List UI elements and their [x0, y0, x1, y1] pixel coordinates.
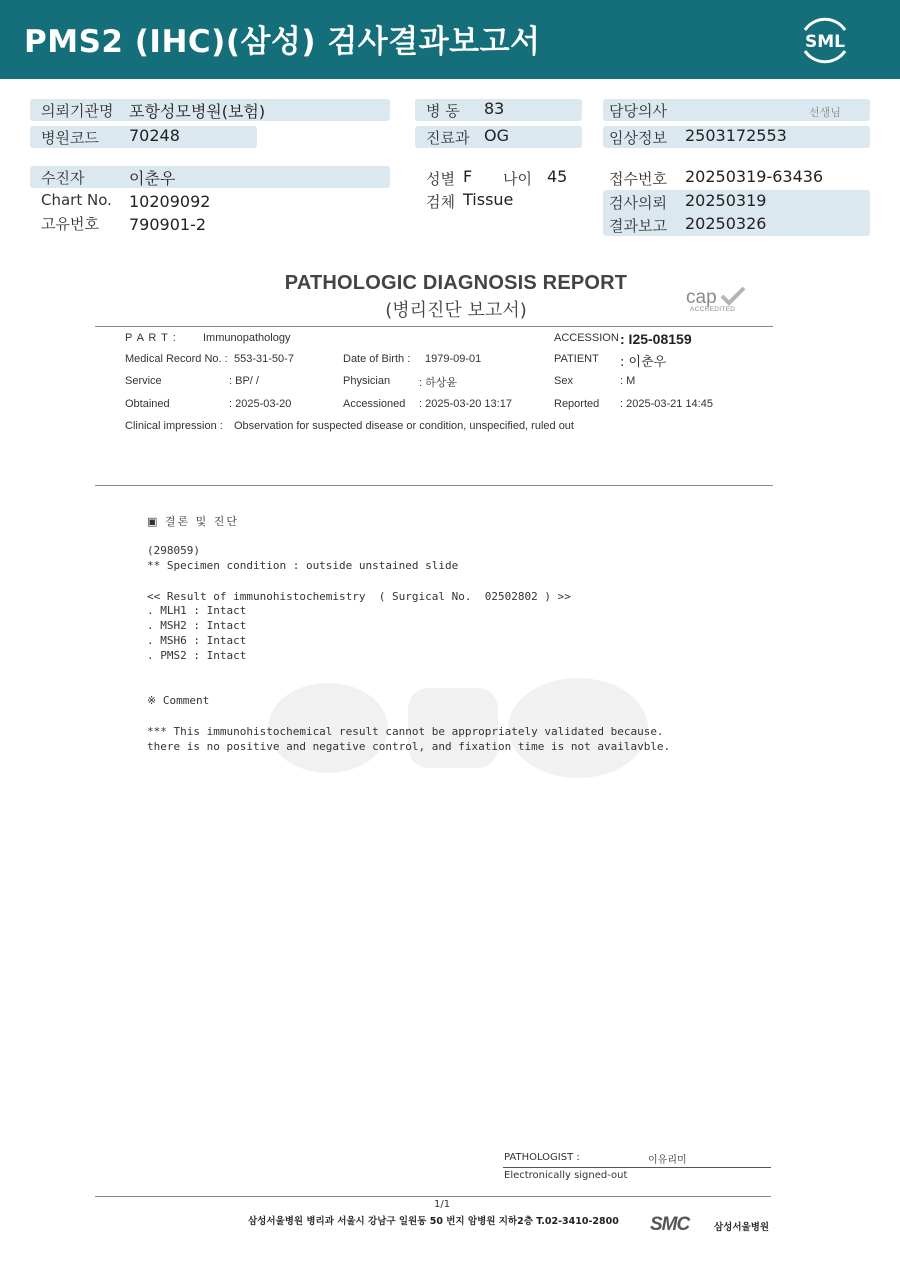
header-banner	[0, 0, 900, 79]
footer-divider	[95, 1196, 771, 1197]
ward-value: 83	[484, 99, 505, 118]
patient-value-kr: : 이춘우	[620, 355, 667, 370]
ihc-result-heading: << Result of immunohistochemistry ( Surgical No. 02502802 ) >>	[147, 590, 571, 603]
id-label: 고유번호	[41, 215, 99, 233]
sml-logo	[796, 12, 854, 68]
comment-line-1: *** This immunohistochemical result cannot be appropriately validated because.	[147, 725, 664, 738]
service-label: Service	[125, 375, 162, 387]
dept-value: OG	[484, 126, 509, 145]
result-mlh1: . MLH1 : Intact	[147, 604, 247, 617]
divider-mid	[95, 485, 773, 486]
result-msh2: . MSH2 : Intact	[147, 619, 247, 632]
part-value: Immunopathology	[203, 332, 291, 344]
clinical-value: 2503172553	[685, 126, 787, 145]
accession-value: : I25-08159	[620, 331, 692, 347]
result-pms2: . PMS2 : Intact	[147, 649, 247, 662]
accession-label: ACCESSION	[554, 332, 619, 344]
footer-address: 삼성서울병원 병리과 서울시 강남구 일원동 50 번지 암병원 지하2층 T.02-3410-2800	[248, 1216, 619, 1227]
signature-line	[503, 1167, 771, 1168]
chart-value: 10209092	[129, 192, 211, 211]
reported-value: : 2025-03-21 14:45	[620, 398, 713, 410]
clinical-impression-label: Clinical impression :	[125, 420, 223, 432]
diagnosis-section-title: ▣ 결론 및 진단	[147, 515, 240, 528]
mrn-value: 553-31-50-7	[234, 353, 294, 365]
sex-value: F	[463, 167, 473, 186]
comment-title: ※ Comment	[147, 694, 210, 707]
result-label: 결과보고	[609, 217, 667, 235]
patient-label: 수진자	[41, 169, 85, 187]
cap-accredited: ACCREDITED	[690, 306, 736, 313]
clinical-impression-value: Observation for suspected disease or condition, unspecified, ruled out	[234, 420, 574, 432]
dob-value: 1979-09-01	[425, 353, 482, 365]
report-title: PATHOLOGIC DIAGNOSIS REPORT	[284, 272, 628, 294]
specimen-condition: ** Specimen condition : outside unstained slide	[147, 559, 459, 572]
specimen-value: Tissue	[463, 190, 514, 209]
age-label: 나이	[503, 170, 532, 188]
hospital-code-label: 병원코드	[41, 129, 99, 147]
signed-out-text: Electronically signed-out	[504, 1170, 628, 1181]
reported-label: Reported	[554, 398, 600, 410]
physician-label: Physician	[343, 375, 391, 387]
page-title: PMS2 (IHC)(삼성) 검사결과보고서	[24, 24, 541, 60]
specimen-code: (298059)	[147, 544, 200, 557]
cap-check-icon	[720, 286, 746, 306]
divider-top	[95, 326, 773, 327]
chart-label: Chart No.	[41, 191, 112, 209]
institution-label: 의뢰기관명	[41, 102, 114, 120]
dob-label: Date of Birth :	[343, 353, 411, 365]
specimen-label: 검체	[426, 193, 455, 211]
result-value: 20250326	[685, 214, 767, 233]
physician-value: : 하상윤	[419, 377, 457, 389]
pathologist-label: PATHOLOGIST :	[504, 1152, 580, 1163]
cap-logo-text: cap	[686, 287, 717, 308]
patient-value: 이춘우	[129, 169, 176, 188]
ward-label: 병 동	[426, 102, 460, 120]
doctor-label: 담당의사	[609, 102, 667, 120]
logo-text: SML	[805, 32, 845, 52]
comment-line-2: there is no positive and negative control, and fixation time is not availavble.	[147, 740, 671, 753]
part-label: P A R T :	[125, 332, 177, 344]
page-number: 1/1	[434, 1199, 451, 1210]
obtained-value: : 2025-03-20	[229, 398, 292, 410]
sex-value-en: : M	[620, 375, 636, 387]
clinical-label: 임상정보	[609, 129, 667, 147]
request-label: 검사의뢰	[609, 194, 667, 212]
smc-logo: SMC	[650, 1214, 690, 1235]
pathologist-name: 이유리미	[648, 1155, 687, 1166]
footer-hospital-name: 삼성서울병원	[714, 1222, 770, 1233]
mrn-label: Medical Record No. :	[125, 353, 228, 365]
doctor-suffix: 선생님	[809, 106, 841, 119]
age-value: 45	[547, 167, 568, 186]
accessioned-label: Accessioned	[343, 398, 406, 410]
report-subtitle: (병리진단 보고서)	[385, 300, 527, 321]
sex-label-en: Sex	[554, 375, 573, 387]
reception-value: 20250319-63436	[685, 167, 824, 186]
sex-label: 성별	[426, 170, 455, 188]
request-value: 20250319	[685, 191, 767, 210]
accessioned-value: : 2025-03-20 13:17	[419, 398, 512, 410]
hospital-code-value: 70248	[129, 126, 180, 145]
institution-value: 포항성모병원(보험)	[129, 102, 266, 121]
id-value: 790901-2	[129, 215, 207, 234]
dept-label: 진료과	[426, 129, 470, 147]
reception-label: 접수번호	[609, 170, 667, 188]
patient-label-en: PATIENT	[554, 353, 599, 365]
result-msh6: . MSH6 : Intact	[147, 634, 247, 647]
service-value: : BP/ /	[229, 375, 259, 387]
obtained-label: Obtained	[125, 398, 170, 410]
